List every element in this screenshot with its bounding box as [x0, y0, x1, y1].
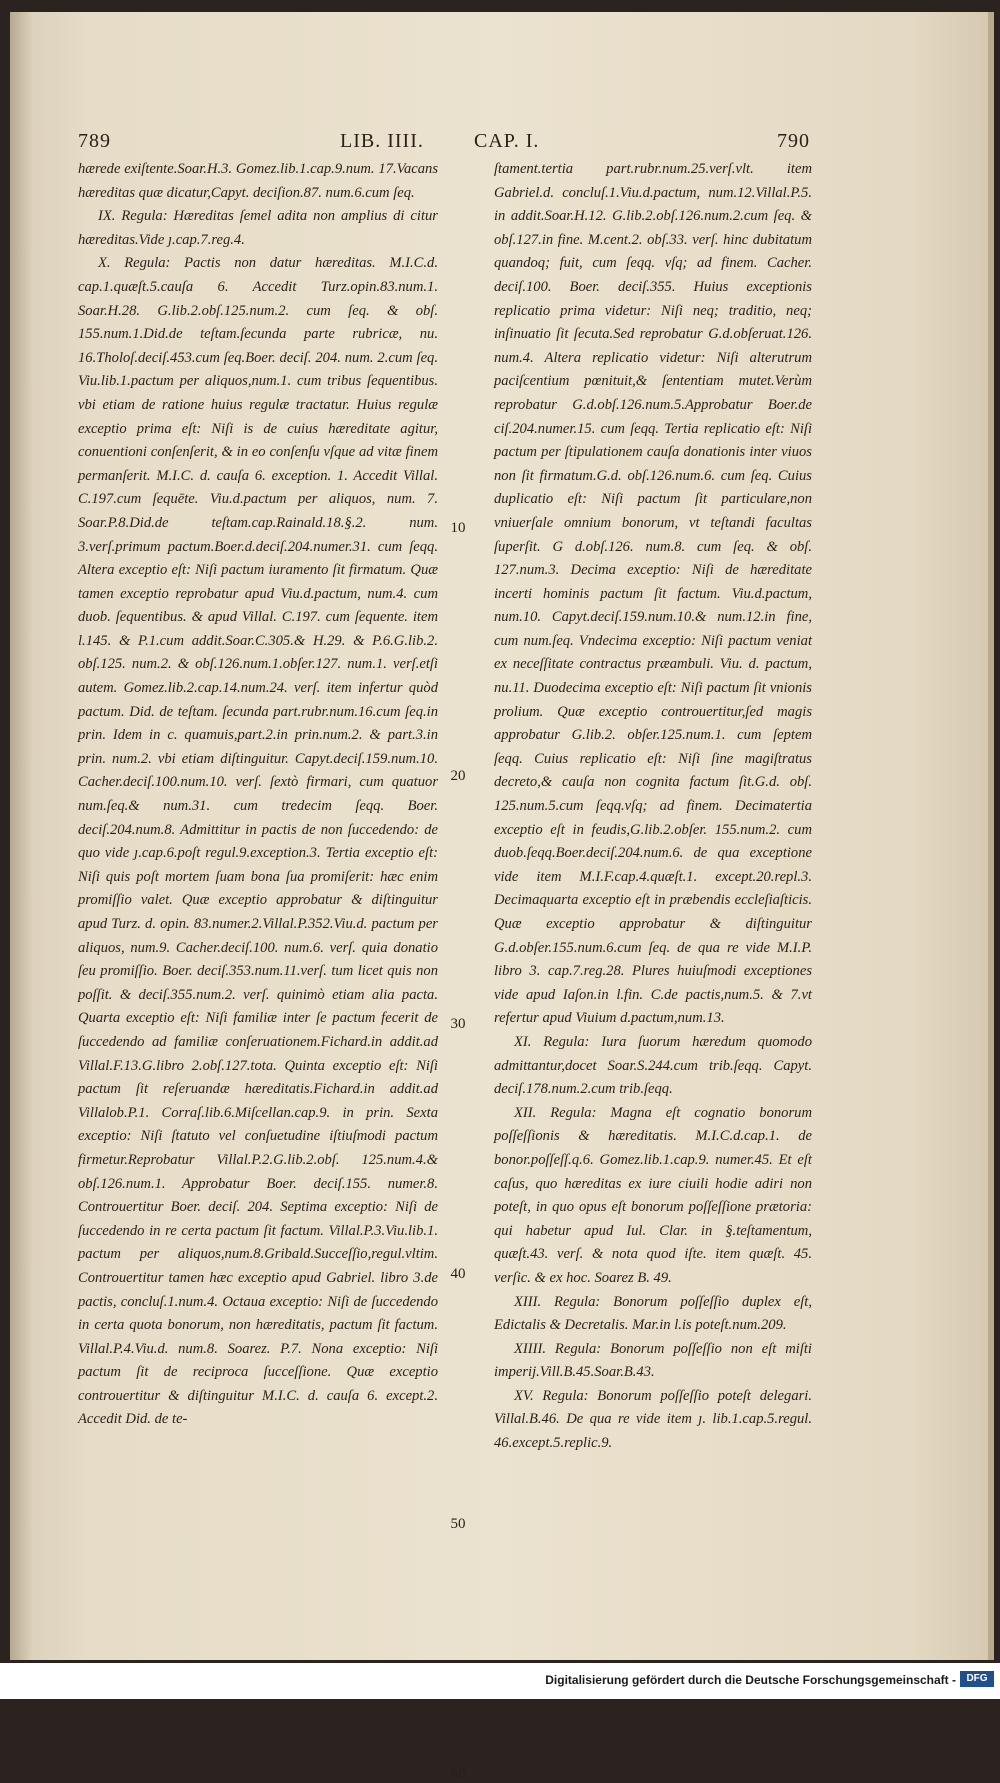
line-number: 40: [450, 1266, 466, 1282]
line-number: 10: [450, 520, 466, 536]
right-paragraph: XI. Regula: Iura ſuorum hæredum quomodo admittantur,docet Soar.S.244.cum trib.ſeqq. Capyt. deciſ.178.num.2.cum trib.ſeqq.: [494, 1033, 812, 1098]
line-number: 30: [450, 1016, 466, 1032]
line-number: 60: [450, 1766, 466, 1782]
left-paragraph: IX. Regula: Hæreditas ſemel adita non amplius di citur hæreditas.Vide ȷ.cap.7.reg.4.: [78, 208, 438, 248]
right-paragraph: XII. Regula: Magna eſt cognatio bonorum poſſeſſionis & hæreditatis. M.I.C.d.cap.1. de bonor.poſſeſſ.q.6. Gomez.lib.1.cap.9. numer.45. Et eſt caſus, quo hæreditas ex iure ciuili hodie adiri non poteſt, in quo opus eſt bonorum poſſeſſione prætoria: qui habetur apud Iul. Clar. in §.teſtamentum, quæſt.43. verſ. & nota quod iſte. item quæſt. 45. verſic. & ex hoc. Soarez B. 49.: [494, 1104, 812, 1286]
dfg-logo: DFG: [960, 1671, 994, 1687]
running-head: [78, 130, 810, 156]
right-paragraph: ſtament.tertia part.rubr.num.25.verſ.vlt. item Gabriel.d. concluſ.1.Viu.d.pactum, num.12.Villal.P.5. in addit.Soar.H.12. G.lib.2.obſ.126.num.2.cum ſeq. & obſ.127.in fine. M.cent.2. obſ.33. verſ. hinc dubitatum quandoq; fuit, cum ſeqq. vſq; ad finem. Cacher. deciſ.100. Boer. deciſ.355. Huius exceptionis replicatio prima videtur: Niſi neq; traditio, neq; inſinuatio ſit ſecuta.Sed reprobatur G.d.obſeruat.126. num.4. Altera replicatio videtur: Niſi alterutrum paciſcentium pœnituit,& ſententiam mutet.Verùm reprobatur G.d.obſ.126.num.5.Approbatur Boer.de ciſ.204.numer.15. cum ſeqq. Tertia replicatio eſt: Niſi pactum per ſtipulationem cauſa donationis inter viuos non ſit firmatum.G.d. obſ.126.num.6. cum ſeq. Cuius duplicatio eſt: Niſi pactum ſit particulare,non vniuerſale omnium bonorum, vt teſtandi facultas ſuperſit. G d.obſ.126. num.8. cum ſeq. & obſ. 127.num.3. Decima exceptio: Niſi de hæreditate incerti hominis pactum ſit factum. Viu.d.pactum, num.10. Capyt.deciſ.159.num.10.& num.12.in fine, cum num.ſeq. Vndecima exceptio: Niſi pactum veniat ex neceſſitate contractus præambuli. Viu. d. pactum, nu.11. Duodecima exceptio eſt: Niſi pactum ſit vnionis prolium. Quæ exceptio controuertitur,ſed magis approbatur G.lib.2. obſer.125.num.1. cum ſeptem ſeqq. Cuius replicatio eſt: Niſi ſine magiſtratus decreto,& cauſa non cognita factum ſit.G.d. obſ. 125.num.5.cum ſeqq.vſq; ad finem. Decimatertia exceptio eſt in feudis,G.lib.2.obſer. 155.num.2. cum duob.ſeqq.Boer.deciſ.204.num.6. de qua exceptione vide item M.I.F.cap.4.quæſt.1. except.20.repl.3. Decimaquarta exceptio eſt in præbendis eccleſiaſticis. Quæ exceptio approbatur & diſtinguitur G.d.obſer.155.num.6.cum ſeq. de qua re vide M.I.P. libro 3. cap.7.reg.28. Plures huiuſmodi exceptiones vide apud Iaſon.in l.fin. C.de pactis,num.5. & 7.vt refertur apud Viuium d.pactum,num.13.: [494, 161, 812, 1027]
right-paragraph: XIII. Regula: Bonorum poſſeſſio duplex eſt, Edictalis & Decretalis. Mar.in l.is poteſt.num.209.: [494, 1293, 812, 1334]
chapter-number: CAP. I.: [474, 130, 540, 152]
right-column: [494, 158, 812, 1456]
right-paragraph: XIIII. Regula: Bonorum poſſeſſio non eſt miſti imperij.Vill.B.45.Soar.B.43.: [494, 1340, 812, 1381]
line-number: 50: [450, 1516, 466, 1532]
line-number: 20: [450, 768, 466, 784]
page-number-left: 789: [78, 130, 111, 152]
left-paragraph: hærede exiſtente.Soar.H.3. Gomez.lib.1.cap.9.num. 17.Vacans hæreditas quæ dicatur,Capyt. deciſion.87. num.6.cum ſeq.: [78, 161, 438, 201]
book-number: LIB. IIII.: [340, 130, 424, 152]
gutter-shadow: [10, 12, 32, 1660]
left-column: [78, 158, 438, 1432]
page-number-right: 790: [777, 130, 810, 152]
right-paragraph: XV. Regula: Bonorum poſſeſſio poteſt delegari. Villal.B.46. De qua re vide item ȷ. lib.1.cap.5.regul. 46.except.5.replic.9.: [494, 1387, 812, 1452]
funding-credit: Digitalisierung gefördert durch die Deutsche Forschungsgemeinschaft -: [545, 1673, 956, 1687]
digitization-footer: [0, 1663, 1000, 1699]
left-paragraph: X. Regula: Pactis non datur hæreditas. M.I.C.d. cap.1.quæſt.5.cauſa 6. Accedit Turz.opin.83.num.1. Soar.H.28. G.lib.2.obſ.125.num.2. cum ſeq. & obſ. 155.num.1.Did.de teſtam.ſecunda parte rubricæ, nu. 16.Tholoſ.deciſ.453.cum ſeq.Boer. deciſ. 204. num. 2.cum ſeq. Viu.lib.1.pactum per aliquos,num.1. cum tribus ſequentibus. vbi etiam de ratione huius regulæ tractatur. Huius regulæ exceptio prima eſt: Niſi is de cuius hæreditate agitur, conuentioni conſenſerit, & in eo conſenſu vſque ad vitæ finem permanſerit. M.I.C. d. cauſa 6. exception. 1. Accedit Villal. C.197.cum ſequēte. Viu.d.pactum per aliquos, num. 7. Soar.P.8.Did.de teſtam.cap.Rainald.18.§.2. num. 3.verſ.primum pactum.Boer.d.deciſ.204.numer.31. cum ſeqq. Altera exceptio eſt: Niſi pactum iuramento ſit firmatum. Quæ tamen exceptio reprobatur apud Viu.d.pactum, num.4. cum duob. ſequentibus. & apud Villal. C.197. cum ſequente. item l.145. & P.1.cum addit.Soar.C.305.& H.29. & P.6.G.lib.2. obſ.125. num.2. & obſ.126.num.1.obſer.127. num.1. verſ.etſi autem. Gomez.lib.2.cap.14.num.24. verſ. item infertur quòd pactum. Did. de teſtam. ſecunda part.rubr.num.16.cum ſeq.in prin. Idem in c. quamuis,part.2.in prin.num.2. & part.3.in prin. num.2. vbi etiam diſtinguitur. Capyt.deciſ.159.num.10. Cacher.deciſ.100.num.10. verſ. ſextò firmari, cum quatuor num.ſeq.& num.31. cum tredecim ſeqq. Boer. deciſ.204.num.8. Admittitur in pactis de non ſuccedendo: de quo vide ȷ.cap.6.poſt regul.9.exception.3. Tertia exceptio eſt: Niſi quis poſt mortem ſuam bona ſua promiſerit: hæc enim promiſſio valet. Quæ exceptio approbatur & diſtinguitur apud Turz. d. opin. 83.numer.2.Villal.P.352.Viu.d. pactum per aliquos, num.9. Cacher.deciſ.100. num.6. verſ. quia donatio ſeu promiſſio. Boer. deciſ.353.num.11.verſ. tum licet quis non poſſit. & deciſ.355.num.2. verſ. quinimò etiam alia pacta. Quarta exceptio eſt: Niſi familiæ inter ſe pactum fecerit de ſuccedendo ad familiæ conſeruationem.Fichard.in addit.ad Villal.F.13.G.libro 2.obſ.127.tota. Quinta exceptio eſt: Niſi pactum ſit reſeruandæ hæreditatis.Fichard.in addit.ad Villalob.P.1. Corraſ.lib.6.Miſcellan.cap.9. in prin. Sexta exceptio: Niſi ſtatuto vel conſuetudine iſtiuſmodi pactum firmetur.Reprobatur Villal.P.2.G.lib.2.obſ. 125.num.4.& obſ.126.num.1. Approbatur Boer. deciſ.155. numer.8. Controuertitur Boer. deciſ. 204. Septima exceptio: Niſi de ſuccedendo in re certa pactum ſit factum. Villal.P.3.Viu.lib.1. pactum per aliquos,num.8.Gribald.Succeſſio,regul.vltim. Controuertitur tamen hæc exceptio apud Gabriel. libro 3.de pactis, concluſ.1.num.4. Octaua exceptio: Niſi de ſuccedendo in certa quota bonorum, non hæreditatis, pactum ſit factum. Villal.P.4.Viu.d. num.8. Soarez. P.7. Nona exceptio: Niſi pactum ſit de reciproca ſucceſſione. Quæ exceptio controuertitur & diſtinguitur M.I.C. d. cauſa 6. except.2. Accedit Did. de te-: [78, 255, 438, 1428]
